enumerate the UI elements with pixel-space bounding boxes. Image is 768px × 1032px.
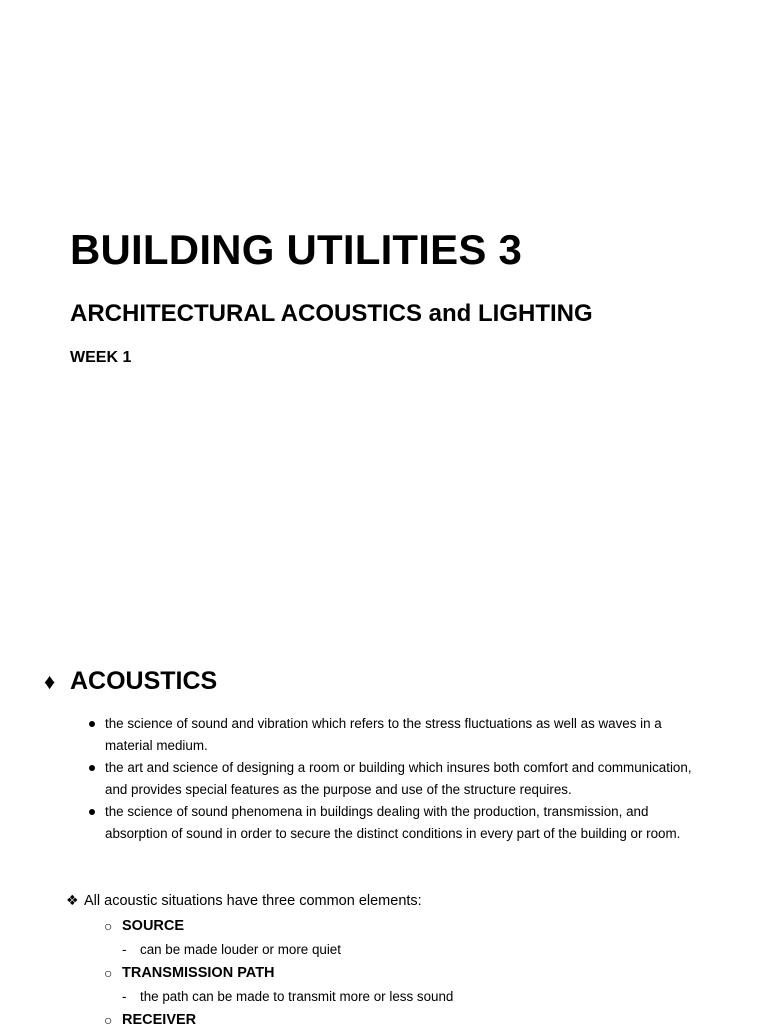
element-transmission-path bbox=[104, 961, 664, 985]
acoustics-heading bbox=[44, 667, 217, 696]
definition-text: the science of sound and vibration which refers to the stress fluctuations as well as waves in a material medium. bbox=[105, 716, 662, 753]
circle-bullet-icon: ○ bbox=[104, 1012, 113, 1028]
element-receiver bbox=[104, 1008, 664, 1032]
definition-item bbox=[88, 713, 698, 757]
bullet-dot-icon bbox=[89, 721, 95, 727]
element-transmission-path-desc bbox=[104, 985, 664, 1008]
element-source-desc bbox=[104, 938, 664, 961]
elements-intro bbox=[66, 892, 422, 909]
acoustic-elements-list bbox=[104, 914, 664, 1032]
element-name: RECEIVER bbox=[122, 1012, 197, 1028]
document-title: BUILDING UTILITIES 3 bbox=[70, 226, 523, 273]
elements-intro-text: All acoustic situations have three common elements: bbox=[84, 892, 422, 909]
element-desc: the path can be made to transmit more or less sound bbox=[140, 989, 454, 1004]
bullet-dot-icon bbox=[89, 809, 95, 815]
four-diamond-bullet-icon: ❖ bbox=[66, 892, 79, 908]
dash-bullet-icon: - bbox=[122, 942, 127, 957]
definition-text: the science of sound phenomena in buildings dealing with the production, transmission, and absorption of sound in order to secure the distinct conditions in every part of the building or room. bbox=[105, 804, 681, 841]
acoustics-heading-text: ACOUSTICS bbox=[70, 667, 218, 695]
definition-item bbox=[88, 801, 698, 845]
definition-text: the art and science of designing a room or building which insures both comfort and communication, and provides special features as the purpose and use of the structure requires. bbox=[105, 760, 692, 797]
element-desc: can be made louder or more quiet bbox=[140, 942, 341, 957]
element-name: SOURCE bbox=[122, 918, 185, 934]
element-source bbox=[104, 914, 664, 938]
bullet-dot-icon bbox=[89, 765, 95, 771]
element-name: TRANSMISSION PATH bbox=[122, 965, 275, 981]
diamond-bullet-icon: ♦ bbox=[44, 668, 56, 694]
dash-bullet-icon: - bbox=[122, 989, 127, 1004]
circle-bullet-icon: ○ bbox=[104, 965, 113, 981]
circle-bullet-icon: ○ bbox=[104, 918, 113, 934]
week-label: WEEK 1 bbox=[70, 349, 132, 366]
definition-item bbox=[88, 757, 698, 801]
document-subtitle: ARCHITECTURAL ACOUSTICS and LIGHTING bbox=[70, 300, 593, 327]
acoustics-definitions-list bbox=[88, 713, 698, 845]
